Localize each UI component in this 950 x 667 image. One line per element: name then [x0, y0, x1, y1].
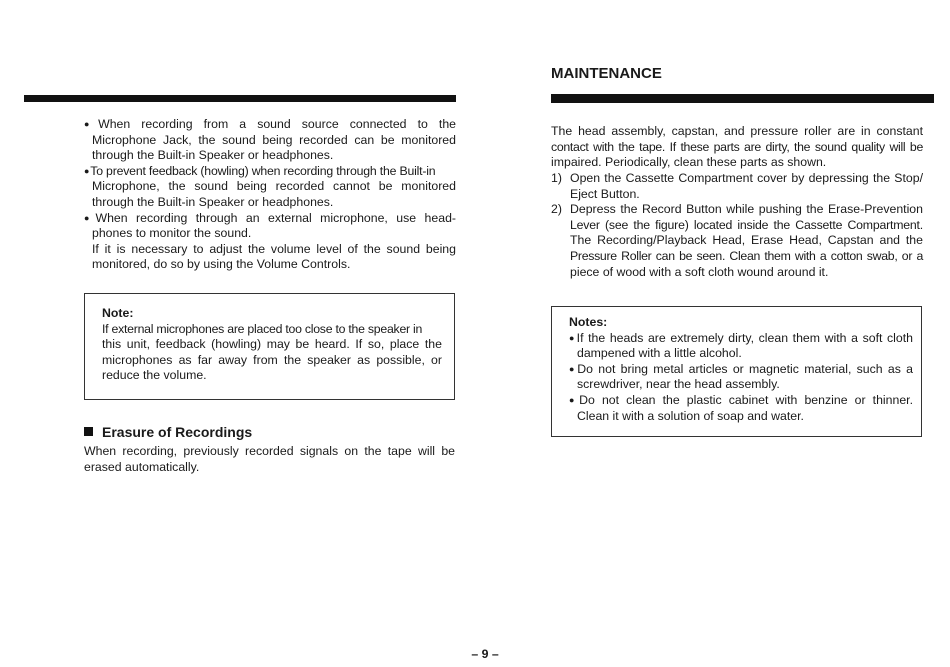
bullet-line: ● When recording through an external microphone, use head- — [84, 211, 456, 227]
erasure-line: When recording, previously recorded signals on the tape will be — [84, 444, 455, 458]
note-line: If external microphones are placed too close to the speaker in — [102, 321, 423, 336]
bullet-line: monitored, do so by using the Volume Controls. — [92, 257, 351, 272]
notes-line: Clean it with a solution of soap and water. — [577, 408, 804, 423]
step-number: 2) — [551, 202, 562, 217]
note-line: reduce the volume. — [102, 368, 207, 383]
step-number: 1) — [551, 171, 562, 185]
bullet-line: If it is necessary to adjust the volume level of the sound being — [92, 241, 456, 256]
bullet-line: through the Built-in Speaker or headphones. — [92, 148, 334, 163]
maintenance-intro — [551, 124, 923, 171]
notes-box — [551, 306, 922, 437]
right-header-rule — [551, 94, 934, 103]
intro-line: The head assembly, capstan, and pressure roller are in constant — [551, 124, 923, 138]
bullet-line: through the Built-in Speaker or headphones. — [92, 194, 334, 209]
step-item — [551, 171, 923, 202]
notes-line: ● Do not clean the plastic cabinet with benzine or thinner. — [569, 393, 913, 409]
step-line: Open the Cassette Compartment cover by depressing the Stop/ — [570, 171, 923, 185]
bullet-line: Microphone Jack, the sound being recorded can be monitored — [92, 132, 456, 147]
note-box — [84, 293, 455, 400]
bullet-line: ● When recording from a sound source connected to the — [84, 117, 456, 133]
step-line: Pressure Roller can be seen. Clean them with a cotton swab, or a — [570, 248, 923, 263]
bullet-line: ● To prevent feedback (howling) when recording through the Built-in — [84, 164, 456, 180]
erasure-heading — [84, 424, 252, 440]
step-line: Eject Button. — [570, 186, 640, 201]
erasure-heading-text: Erasure of Recordings — [102, 424, 253, 440]
intro-line: impaired. Periodically, clean these parts as shown. — [551, 155, 827, 170]
notes-title: Notes: — [569, 315, 608, 329]
bullet-line: phones to monitor the sound. — [92, 226, 252, 241]
maintenance-steps — [551, 171, 923, 280]
note-title: Note: — [102, 306, 134, 320]
square-bullet-icon — [84, 427, 93, 436]
intro-line: contact with the tape. If these parts are dirty, the sound quality will be — [551, 139, 923, 154]
step-item — [551, 202, 923, 280]
step-line: The Recording/Playback Head, Erase Head, Capstan and the — [570, 233, 923, 248]
left-bullet-list — [84, 117, 456, 273]
left-header-rule — [24, 95, 456, 102]
step-line: piece of wood with a soft cloth wound around it. — [570, 264, 829, 279]
bullet-line: Microphone, the sound being recorded cannot be monitored — [92, 179, 456, 194]
notes-line: ● If the heads are extremely dirty, clean them with a soft cloth — [569, 331, 913, 347]
note-line: this unit, feedback (howling) may be heard. If so, place the — [102, 337, 442, 352]
step-line: Depress the Record Button while pushing the Erase-Prevention — [570, 202, 923, 217]
notes-line: dampened with a little alcohol. — [577, 346, 742, 361]
page-title: MAINTENANCE — [551, 65, 662, 82]
erasure-line: erased automatically. — [84, 459, 200, 474]
step-line: Lever (see the figure) located inside the Cassette Compartment. — [570, 217, 923, 232]
erasure-body — [84, 444, 455, 475]
notes-line: ● Do not bring metal articles or magnetic material, such as a — [569, 362, 913, 378]
page-number: – 9 – — [471, 647, 499, 661]
note-line: microphones as far away from the speaker as possible, or — [102, 352, 442, 367]
notes-line: screwdriver, near the head assembly. — [577, 377, 780, 392]
